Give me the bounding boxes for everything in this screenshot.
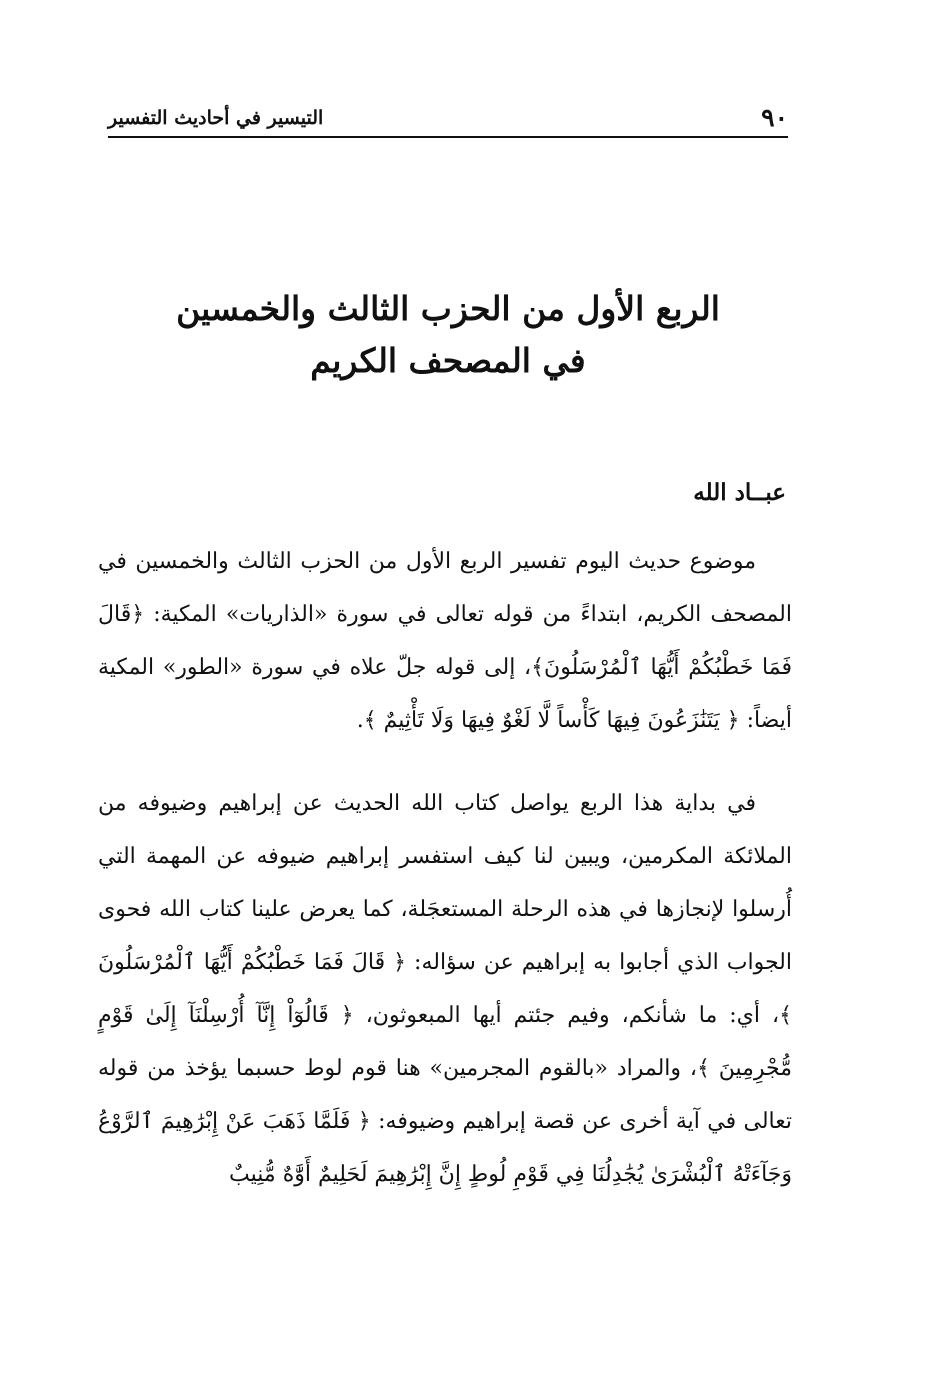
body-text xyxy=(98,535,792,1201)
running-header xyxy=(108,96,788,138)
address-heading: عبــاد الله xyxy=(693,479,786,506)
paragraph-2: في بداية هذا الربع يواصل كتاب الله الحديث عن إبراهيم وضيوفه من الملائكة المكرمين، ويبين لنا كيف استفسر إبراهيم ضيوفه عن المهمة التي أُرسلوا لإنجازها في هذه الرحلة المستعجَلة، كما يعرض علينا كتاب الله فحوى الجواب الذي أجابوا به إبراهيم عن سؤاله: ﴿ قَالَ فَمَا خَطْبُكُمْ أَيُّهَا ٱلْمُرْسَلُونَ ﴾، أي: ما شأنكم، وفيم جئتم أيها المبعوثون، ﴿ قَالُوٓاْ إِنَّآ أُرْسِلْنَآ إِلَىٰ قَوْمٍ مُّجْرِمِينَ ﴾، والمراد «بالقوم المجرمين» هنا قوم لوط حسبما يؤخذ من قوله تعالى في آية أخرى عن قصة إبراهيم وضيوفه: ﴿ فَلَمَّا ذَهَبَ عَنْ إِبْرَٰهِيمَ ٱلرَّوْعُ وَجَآءَتْهُ ٱلْبُشْرَىٰ يُجَٰدِلُنَا فِي قَوْمِ لُوطٍ إِنَّ إِبْرَٰهِيمَ لَحَلِيمٌ أَوَّٰهٌ مُّنِيبٌ xyxy=(98,791,792,1187)
chapter-title-line-2: في المصحف الكريم xyxy=(310,341,586,380)
running-title: التيسير في أحاديث التفسير xyxy=(108,107,324,129)
page-number: ٩٠ xyxy=(761,103,788,132)
paragraph-1: موضوع حديث اليوم تفسير الربع الأول من الحزب الثالث والخمسين في المصحف الكريم، ابتداءً من قوله تعالى في سورة «الذاريات» المكية: ﴿قَالَ فَمَا خَطْبُكُمْ أَيُّهَا ٱلْمُرْسَلُونَ﴾، إلى قوله جلّ علاه في سورة «الطور» المكية أيضاً: ﴿ يَتَنَٰزَعُونَ فِيهَا كَأْساً لَّا لَغْوٌ فِيهَا وَلَا تَأْثِيمٌ ﴾. xyxy=(98,549,792,733)
chapter-title xyxy=(108,283,788,387)
chapter-title-line-1: الربع الأول من الحزب الثالث والخمسين xyxy=(176,289,720,328)
